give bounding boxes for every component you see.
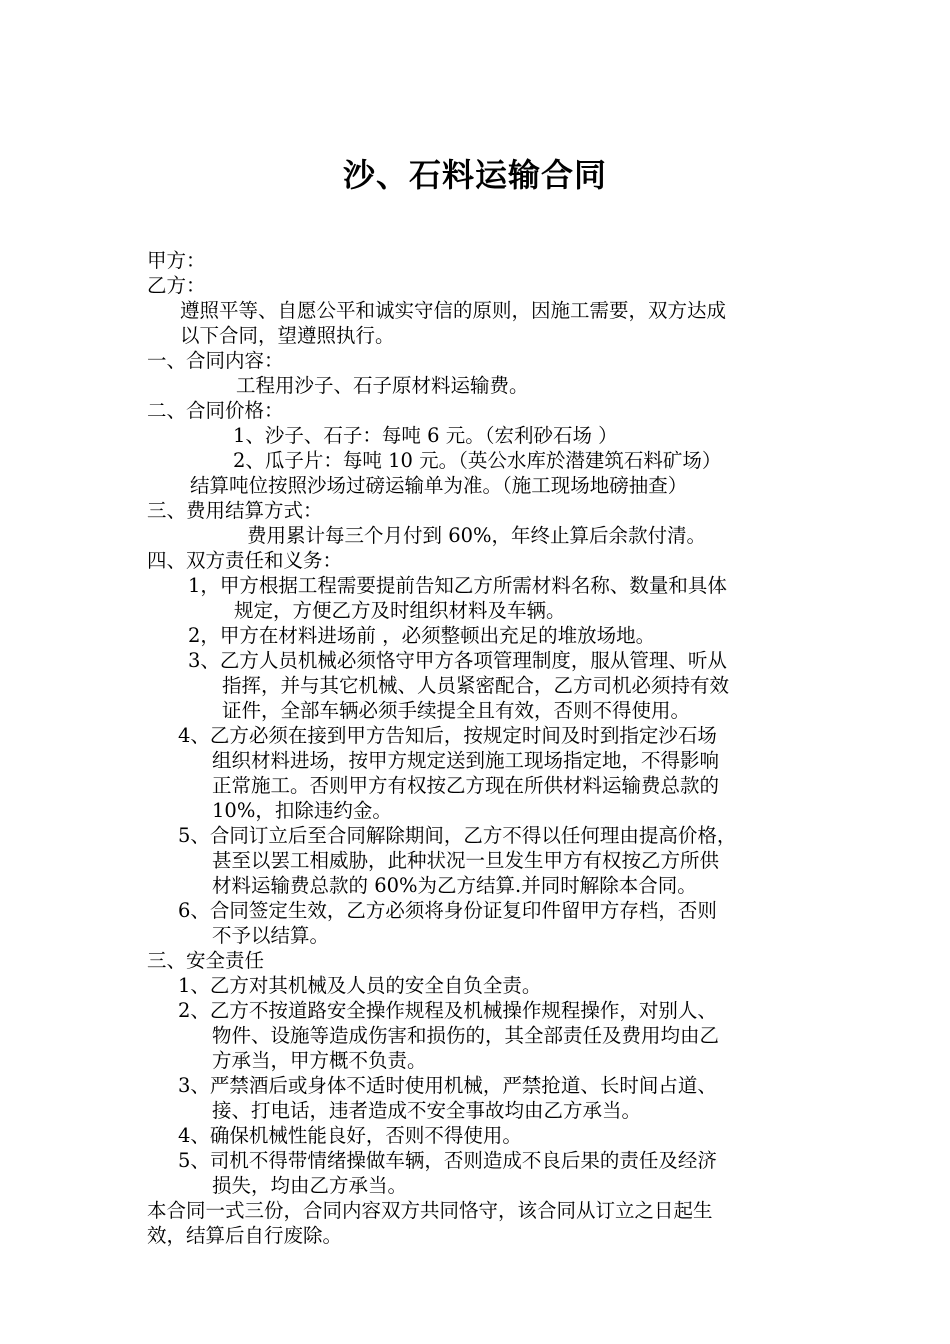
clause-line: 物件、设施等造成伤害和损伤的，其全部责任及费用均由乙 [212,1024,720,1047]
body-line: 工程用沙子、石子原材料运输费。 [236,374,529,397]
clause-line: 甚至以罢工相威胁，此种状况一旦发生甲方有权按乙方所供 [212,849,720,872]
document-title: 沙、石料运输合同 [342,156,607,194]
price-item: 1、沙子、石子：每吨 6 元。（宏利砂石场 ） [233,424,618,447]
preamble-line: 以下合同，望遵照执行。 [180,324,395,347]
clause-line: 材料运输费总款的 60%为乙方结算.并同时解除本合同。 [212,874,697,897]
clause-line: 4、乙方必须在接到甲方告知后，按规定时间及时到指定沙石场 [178,724,717,747]
closing-line: 效，结算后自行废除。 [147,1224,343,1247]
closing-line: 本合同一式三份，合同内容双方共同恪守，该合同从订立之日起生 [147,1199,713,1222]
clause-line: 4、确保机械性能良好，否则不得使用。 [178,1124,522,1147]
clause-line: 指挥，并与其它机械、人员紧密配合，乙方司机必须持有效 [222,674,730,697]
section-heading: 三、费用结算方式： [147,499,323,522]
clause-line: 2、乙方不按道路安全操作规程及机械操作规程操作，对别人、 [178,999,717,1022]
party-b-line: 乙方： [147,274,206,297]
clause-line: 证件，全部车辆必须手续提全且有效，否则不得使用。 [222,699,691,722]
clause-line: 正常施工。否则甲方有权按乙方现在所供材料运输费总款的 [212,774,720,797]
clause-line: 方承当，甲方概不负责。 [212,1049,427,1072]
clause-line: 10%，扣除违约金。 [212,799,392,822]
clause-line: 规定，方便乙方及时组织材料及车辆。 [234,599,566,622]
clause-line: 5、合同订立后至合同解除期间，乙方不得以任何理由提高价格， [178,824,737,847]
section-heading: 四、双方责任和义务： [147,549,343,572]
clause-line: 接、打电话，违者造成不安全事故均由乙方承当。 [212,1099,642,1122]
clause-line: 3、严禁酒后或身体不适时使用机械，严禁抢道、长时间占道、 [178,1074,717,1097]
clause-line: 3、乙方人员机械必须恪守甲方各项管理制度，服从管理、听从 [188,649,727,672]
clause-line: 2，甲方在材料进场前 ，必须整顿出充足的堆放场地。 [188,624,656,647]
section-heading: 二、合同价格： [147,399,284,422]
section-heading: 三、安全责任 [147,949,265,972]
clause-line: 不予以结算。 [212,924,330,947]
body-line: 结算吨位按照沙场过磅运输单为准。（施工现场地磅抽查） [190,474,688,497]
price-item: 2、瓜子片：每吨 10 元。（英公水库於潜建筑石料矿场） [233,449,722,472]
clause-line: 6、合同签定生效，乙方必须将身份证复印件留甲方存档，否则 [178,899,717,922]
clause-line: 损失，均由乙方承当。 [212,1174,408,1197]
body-line: 费用累计每三个月付到 60%，年终止算后余款付清。 [247,524,707,547]
clause-line: 1、乙方对其机械及人员的安全自负全责。 [178,974,542,997]
clause-line: 1，甲方根据工程需要提前告知乙方所需材料名称、数量和具体 [188,574,727,597]
clause-line: 5、司机不得带情绪操做车辆，否则造成不良后果的责任及经济 [178,1149,717,1172]
preamble-line: 遵照平等、自愿公平和诚实守信的原则，因施工需要，双方达成 [180,299,727,322]
party-a-line: 甲方： [147,249,206,272]
section-heading: 一、合同内容： [147,349,284,372]
clause-line: 组织材料进场，按甲方规定送到施工现场指定地，不得影响 [212,749,720,772]
